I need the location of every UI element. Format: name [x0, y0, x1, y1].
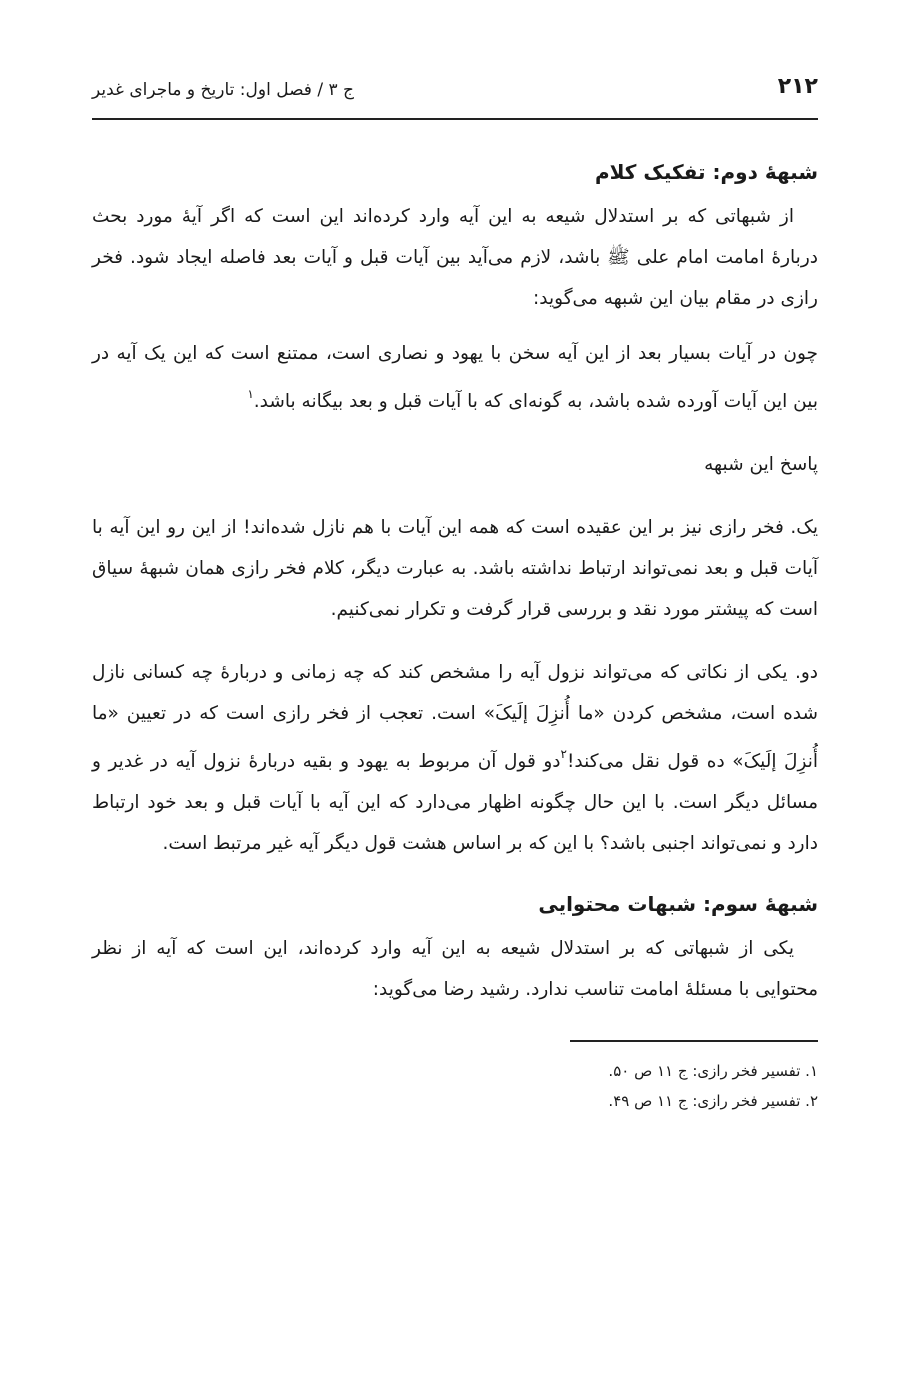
- footnote-item: ۱. تفسیر فخر رازی: ج ۱۱ ص ۵۰.: [608, 1062, 818, 1080]
- paragraph-intro: از شبهاتی که بر استدلال شیعه به این آیه وارد کرده‌اند این است که اگر آیۀ مورد بحث دربارۀ امامت امام علی ﷺ باشد، لازم می‌آید بین آیات قبل و آیات بعد فاصله ایجاد شود. فخر رازی در مقام بیان این شبهه می‌گوید:: [92, 206, 818, 309]
- book-page: [92, 58, 818, 1348]
- page-header: [92, 58, 818, 120]
- section-heading-second-doubt: شبهۀ دوم: تفکیک کلام: [594, 160, 818, 184]
- answer-title: پاسخ این شبهه: [704, 454, 818, 475]
- footnote-ref-1: ۱: [247, 387, 254, 401]
- answer-paragraph-two: [92, 652, 818, 864]
- section-heading-third-doubt: شبهۀ سوم: شبهات محتوایی: [538, 892, 818, 916]
- page-content: [92, 120, 818, 1116]
- quoted-passage: [92, 333, 818, 422]
- running-title: ج ۳ / فصل اول: تاریخ و ماجرای غدیر: [92, 80, 355, 100]
- quote-text: چون در آیات بسیار بعد از این آیه سخن با یهود و نصاری است، ممتنع است که این یک آیه در بین این آیات آورده شده باشد، به گونه‌ای که با آیات قبل و بعد بیگانه باشد.: [92, 343, 818, 412]
- page-number: ۲۱۲: [777, 74, 818, 99]
- footnote-rule: [570, 1040, 818, 1042]
- footnote-ref-2: ۲: [560, 747, 567, 761]
- paragraph-third-doubt: یکی از شبهاتی که بر استدلال شیعه به این آیه وارد کرده‌اند، این است که آیه از نظر محتوایی با مسئلۀ امامت تناسب ندارد. رشید رضا می‌گوید:: [92, 938, 818, 1000]
- footnote-item: ۲. تفسیر فخر رازی: ج ۱۱ ص ۴۹.: [608, 1092, 818, 1110]
- answer-paragraph-one: یک. فخر رازی نیز بر این عقیده است که همه این آیات با هم نازل شده‌اند! از این رو این آیه با آیات قبل و بعد نمی‌تواند ارتباط نداشته باشد. به عبارت دیگر، کلام فخر رازی همان شبهۀ سیاق است که پیشتر مورد نقد و بررسی قرار گرفت و تکرار نمی‌کنیم.: [92, 517, 818, 620]
- answer-two-text-a: دو. یکی از نکاتی که می‌تواند نزول آیه را مشخص کند که چه زمانی و دربارۀ چه کسانی نازل شده است، مشخص کردن «ما أُنزِلَ إلَیکَ» است. تعجب از فخر رازی است که در تعیین «ما أُنزِلَ إلَیکَ» ده قول نقل می‌کند!: [92, 662, 818, 772]
- answer-two-text-b: دو قول آن مربوط به یهود و بقیه دربارۀ نزول آیه در غدیر و مسائل دیگر است. با این حال چگونه اظهار می‌دارد که این آیه با آیات قبل و بعد خود ارتباط دارد و نمی‌تواند اجنبی باشد؟ با این که بر اساس هشت قول دیگر آیه غیر مرتبط است.: [92, 751, 818, 854]
- footnotes: [92, 1040, 818, 1116]
